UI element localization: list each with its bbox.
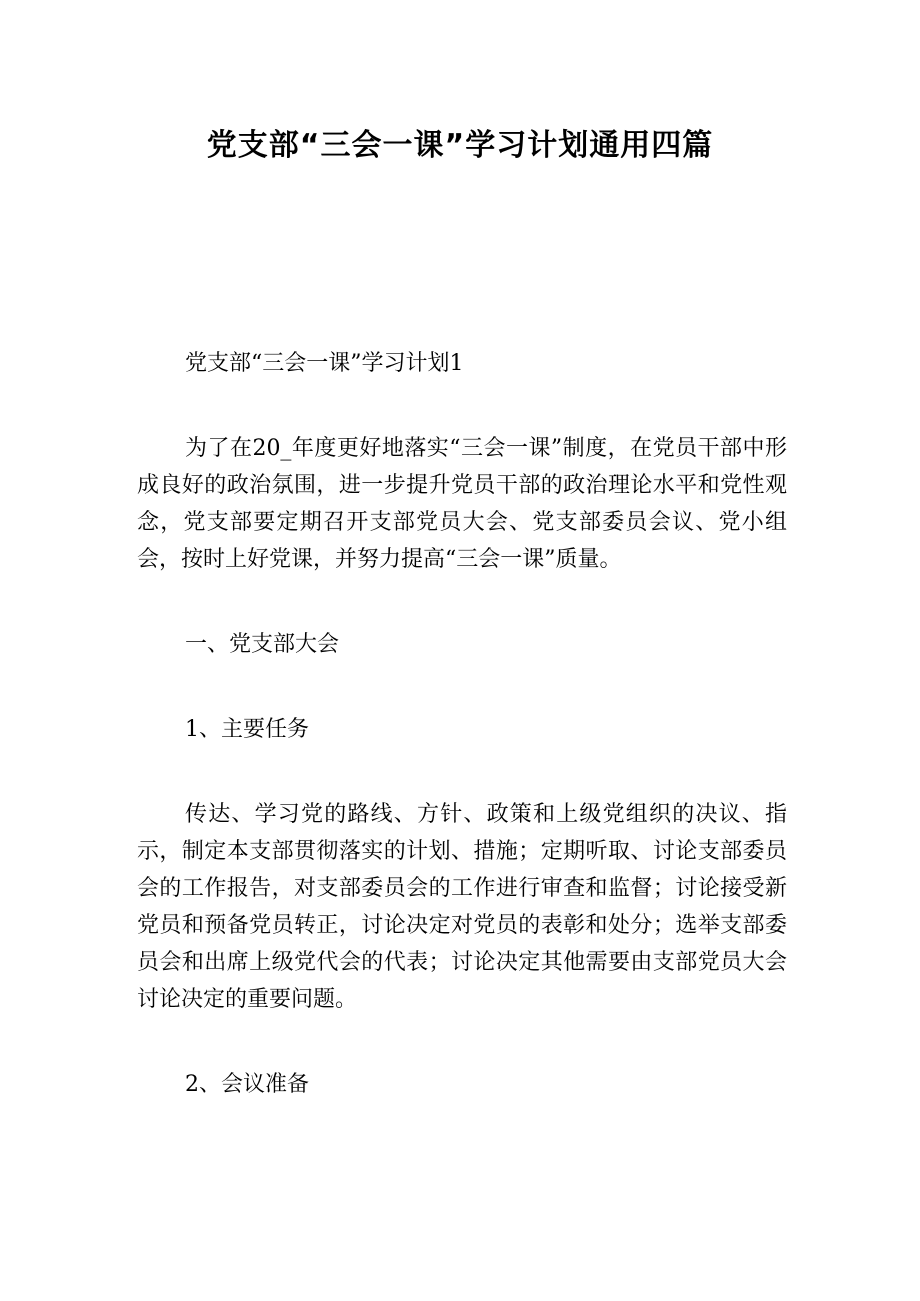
document-body xyxy=(137,345,787,1151)
intro-paragraph: 为了在20_年度更好地落实“三会一课”制度，在党员干部中形成良好的政治氛围，进一步提升党员干部的政治理论水平和党性观念，党支部要定期召开支部党员大会、党支部委员会议、党小组会，按时上好党课，并努力提高“三会一课”质量。 xyxy=(137,436,787,572)
heading-main-tasks: 1、主要任务 xyxy=(185,717,309,742)
section-title: 党支部“三会一课”学习计划1 xyxy=(185,351,464,376)
tasks-paragraph: 传达、学习党的路线、方针、政策和上级党组织的决议、指示，制定本支部贯彻落实的计划、措施；定期听取、讨论支部委员会的工作报告，对支部委员会的工作进行审查和监督；讨论接受新党员和预备党员转正，讨论决定对党员的表彰和处分；选举支部委员会和出席上级党代会的代表；讨论决定其他需要由支部党员大会讨论决定的重要问题。 xyxy=(137,802,787,1012)
heading-party-branch-meeting: 一、党支部大会 xyxy=(185,632,340,657)
document-title: 党支部“三会一课”学习计划通用四篇 xyxy=(206,128,714,163)
heading-meeting-preparation: 2、会议准备 xyxy=(185,1072,309,1097)
